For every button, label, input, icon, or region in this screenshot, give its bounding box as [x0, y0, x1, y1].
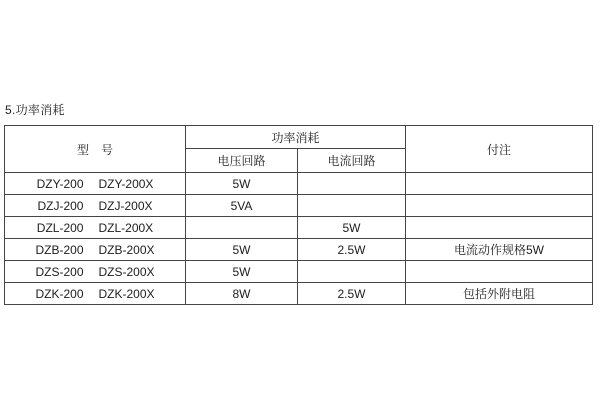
- model-pair: [5, 221, 185, 235]
- section-heading: 5.功率消耗: [5, 103, 65, 117]
- header-row-top: [5, 126, 593, 149]
- header-model: 型 号: [5, 126, 186, 173]
- power-consumption-table: [4, 125, 593, 305]
- table-row-dzj: [5, 195, 593, 217]
- model-name-a: DZY-200: [36, 176, 84, 191]
- note-cell: [406, 173, 593, 195]
- model-name-b: DZB-200X: [98, 242, 155, 257]
- model-name-b: DZY-200X: [98, 176, 154, 191]
- voltage-cell: 5VA: [186, 195, 298, 217]
- model-pair: [5, 177, 185, 191]
- model-name-b: DZJ-200X: [98, 198, 153, 213]
- current-cell: [298, 195, 406, 217]
- current-cell: [298, 261, 406, 283]
- model-pair: [5, 265, 185, 279]
- note-cell: 电流动作规格5W: [406, 239, 593, 261]
- note-cell: 包括外附电阻: [406, 283, 593, 305]
- current-cell: 2.5W: [298, 283, 406, 305]
- voltage-cell: 5W: [186, 173, 298, 195]
- header-voltage-circuit: 电压回路: [186, 149, 298, 173]
- note-cell: [406, 217, 593, 239]
- model-name-b: DZL-200X: [98, 220, 154, 235]
- model-cell: [5, 261, 186, 283]
- model-name-b: DZS-200X: [98, 264, 155, 279]
- current-cell: 5W: [298, 217, 406, 239]
- table-row-dzs: [5, 261, 593, 283]
- model-pair: [5, 287, 185, 301]
- model-cell: [5, 239, 186, 261]
- note-cell: [406, 261, 593, 283]
- model-name-a: DZB-200: [35, 242, 84, 257]
- model-cell: [5, 217, 186, 239]
- voltage-cell: 5W: [186, 261, 298, 283]
- model-name-b: DZK-200X: [98, 286, 155, 301]
- model-pair: [5, 243, 185, 257]
- header-current-circuit: 电流回路: [298, 149, 406, 173]
- model-cell: [5, 283, 186, 305]
- model-name-a: DZK-200: [35, 286, 84, 301]
- header-power: 功率消耗: [186, 126, 406, 149]
- table-row-dzy: [5, 173, 593, 195]
- model-cell: [5, 195, 186, 217]
- model-cell: [5, 173, 186, 195]
- model-name-a: DZL-200: [36, 220, 84, 235]
- voltage-cell: 5W: [186, 239, 298, 261]
- current-cell: [298, 173, 406, 195]
- current-cell: 2.5W: [298, 239, 406, 261]
- model-pair: [5, 199, 185, 213]
- voltage-cell: 8W: [186, 283, 298, 305]
- model-name-a: DZS-200: [35, 264, 84, 279]
- table-row-dzl: [5, 217, 593, 239]
- table-row-dzb: [5, 239, 593, 261]
- note-cell: [406, 195, 593, 217]
- model-name-a: DZJ-200: [37, 198, 84, 213]
- voltage-cell: [186, 217, 298, 239]
- table-row-dzk: [5, 283, 593, 305]
- header-note: 付注: [406, 126, 593, 173]
